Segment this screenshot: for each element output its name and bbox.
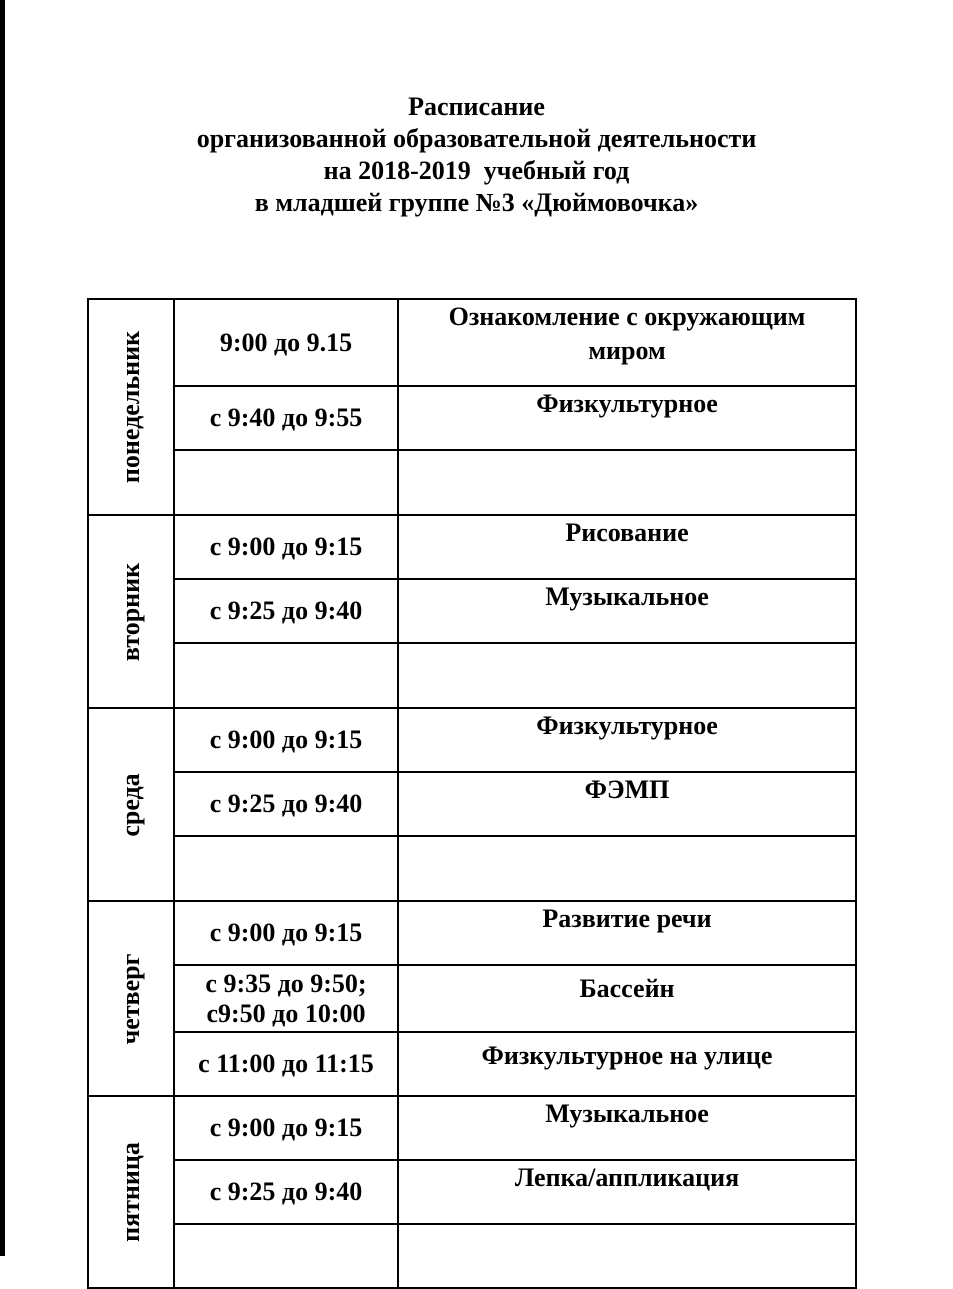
time-cell: с 9:35 до 9:50; с9:50 до 10:00 [174,965,398,1032]
activity-cell: Физкультурное [398,386,856,450]
table-row [88,450,856,515]
day-label: четверг [116,953,145,1044]
time-cell: с 9:25 до 9:40 [174,579,398,643]
day-cell-tuesday [88,515,174,708]
activity-cell [398,450,856,515]
table-row [88,772,856,836]
activity-cell [398,1224,856,1288]
time-cell: с 9:00 до 9:15 [174,1096,398,1160]
table-row [88,299,856,386]
day-label: понедельник [116,330,145,484]
title-line: организованной образовательной деятельности [196,124,757,153]
table-row [88,386,856,450]
table-row [88,515,856,579]
table-row [88,643,856,708]
activity-cell: Бассейн [398,965,856,1032]
table-row [88,901,856,965]
table-row [88,708,856,772]
time-cell: с 9:00 до 9:15 [174,901,398,965]
activity-cell [398,643,856,708]
activity-cell: Физкультурное на улице [398,1032,856,1096]
day-label: среда [116,772,145,837]
activity-cell: Развитие речи [398,901,856,965]
time-cell [174,1224,398,1288]
table-row [88,1224,856,1288]
time-cell: с 9:00 до 9:15 [174,515,398,579]
time-cell: с 9:40 до 9:55 [174,386,398,450]
day-cell-friday [88,1096,174,1288]
activity-cell: Музыкальное [398,579,856,643]
time-cell: с 11:00 до 11:15 [174,1032,398,1096]
time-cell: с 9:25 до 9:40 [174,772,398,836]
table-row [88,579,856,643]
table-row [88,965,856,1032]
page-title [0,91,953,219]
time-cell [174,836,398,901]
activity-cell: Ознакомление с окружающим миром [398,299,856,386]
day-cell-monday [88,299,174,515]
activity-cell: ФЭМП [398,772,856,836]
day-label: пятница [116,1142,145,1242]
title-line: Расписание [408,92,545,121]
activity-cell: Музыкальное [398,1096,856,1160]
time-cell: с 9:00 до 9:15 [174,708,398,772]
activity-cell: Физкультурное [398,708,856,772]
day-label: вторник [116,562,145,661]
time-cell [174,450,398,515]
day-cell-wednesday [88,708,174,901]
time-cell [174,643,398,708]
day-cell-thursday [88,901,174,1096]
table-row [88,836,856,901]
table-row [88,1096,856,1160]
table-row [88,1032,856,1096]
time-cell: 9:00 до 9.15 [174,299,398,386]
activity-cell [398,836,856,901]
title-line: на 2018-2019 учебный год [323,156,630,185]
schedule-table [87,298,857,1289]
title-line: в младшей группе №3 «Дюймовочка» [254,188,699,217]
table-row [88,1160,856,1224]
activity-cell: Лепка/аппликация [398,1160,856,1224]
activity-cell: Рисование [398,515,856,579]
time-cell: с 9:25 до 9:40 [174,1160,398,1224]
